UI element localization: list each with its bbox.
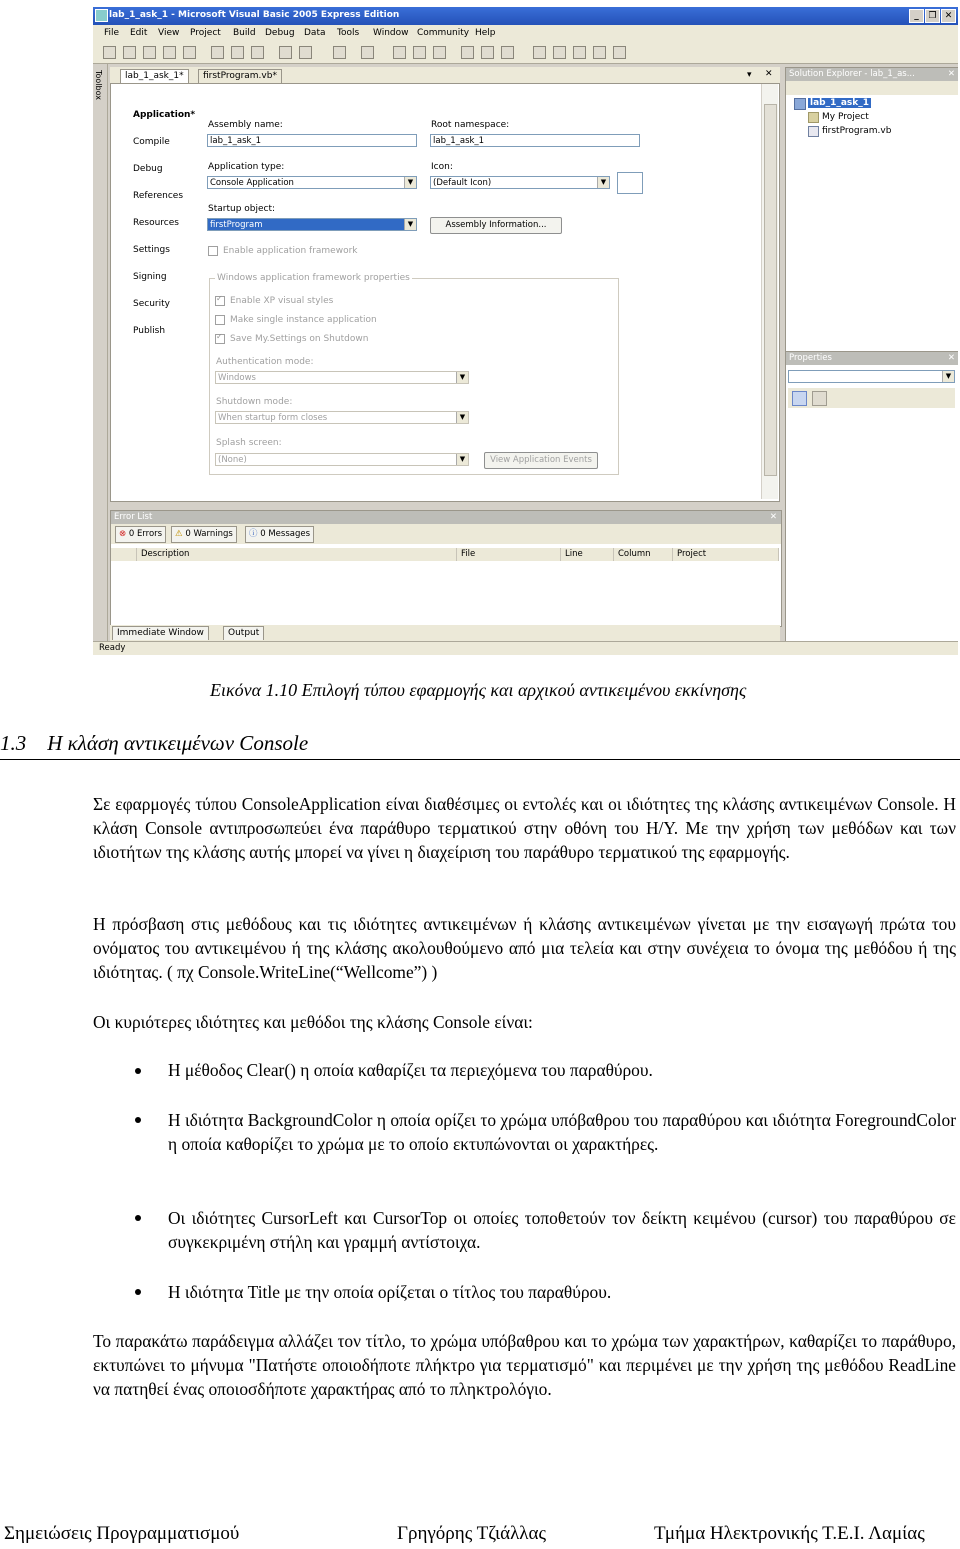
assembly-information-button[interactable]: Assembly Information...: [430, 217, 562, 234]
menu-debug[interactable]: Debug: [265, 28, 295, 38]
error-list-title: Error List: [114, 512, 153, 522]
bullet-dot: [135, 1215, 141, 1221]
tab-firstprogram[interactable]: firstProgram.vb*: [198, 69, 282, 83]
vb-file-icon: [808, 126, 819, 137]
window-title: lab_1_ask_1 - Microsoft Visual Basic 2005 Express Edition: [109, 10, 400, 20]
bullet-dot: [135, 1289, 141, 1295]
tab-output[interactable]: Output: [223, 626, 264, 640]
uncomment-icon[interactable]: [299, 46, 312, 59]
list-item: Οι ιδιότητες CursorLeft και CursorTop οι οποίες τοποθετούν τον δείκτη κειμένου (cursor) του παραθύρου σε συγκεκριμένη στήλη και γραμμή αντίστοιχα.: [168, 1208, 956, 1252]
vertical-scrollbar[interactable]: [761, 84, 778, 499]
menu-build[interactable]: Build: [233, 28, 256, 38]
ide-screenshot: [93, 7, 958, 655]
toolbox-strip[interactable]: [93, 64, 108, 654]
chevron-down-icon[interactable]: ▼: [456, 454, 468, 465]
sidetab-settings[interactable]: Settings: [133, 245, 170, 255]
error-list-title-bar: [111, 511, 781, 524]
section-heading: 1.3 Η κλάση αντικειμένων Console: [0, 731, 309, 755]
pause-icon[interactable]: [413, 46, 426, 59]
single-instance-label: Make single instance application: [230, 315, 377, 325]
sidetab-publish[interactable]: Publish: [133, 326, 166, 336]
status-bar: [93, 641, 958, 655]
column-header-description[interactable]: Description: [137, 548, 457, 561]
solution-explorer-toolbar: [786, 81, 958, 95]
splash-screen-value: (None): [218, 455, 247, 465]
messages-filter-button[interactable]: [245, 526, 314, 543]
window-titlebar: [93, 7, 958, 25]
bullet-dot: [135, 1068, 141, 1074]
splash-screen-select[interactable]: [215, 453, 469, 466]
properties-object-select[interactable]: [788, 370, 955, 383]
shutdown-mode-label: Shutdown mode:: [216, 397, 293, 407]
warnings-count: 0 Warnings: [185, 529, 233, 539]
icon-label: Icon:: [431, 162, 453, 172]
project-icon: [794, 98, 806, 110]
new-project-icon[interactable]: [103, 46, 116, 59]
start-debug-icon[interactable]: [393, 46, 406, 59]
redo-icon[interactable]: [361, 46, 374, 59]
step-over-icon[interactable]: [481, 46, 494, 59]
sidetab-debug[interactable]: Debug: [133, 164, 163, 174]
step-out-icon[interactable]: [501, 46, 514, 59]
startup-object-value: firstProgram: [210, 220, 263, 230]
solution-explorer: [785, 67, 958, 352]
chevron-down-icon[interactable]: ▼: [404, 219, 416, 230]
splash-screen-label: Splash screen:: [216, 438, 282, 448]
menu-tools[interactable]: Tools: [337, 28, 360, 38]
menu-window[interactable]: Window: [373, 28, 409, 38]
step-into-icon[interactable]: [461, 46, 474, 59]
paragraph-example: Το παρακάτω παράδειγμα αλλάζει τον τίτλο, το χρώμα υπόβαθρου και το χρώμα των χαρακτήρων, καθαρίζει το παράθυρο, εκτυπώνει το μήνυμα "Πατήστε οποιοδήποτε πλήκτρο για τερματισμό" και περιμένει με την χρήση της μεθόδου ReadLine να πατηθεί ένας οποιοσδήποτε χαρακτήρας από το πληκτρολόγιο.: [93, 1331, 956, 1399]
authentication-mode-value: Windows: [218, 373, 256, 383]
panel-close-icon[interactable]: ✕: [947, 353, 955, 363]
startup-object-label: Startup object:: [208, 204, 276, 214]
categorized-icon[interactable]: [792, 391, 807, 406]
menu-project[interactable]: Project: [190, 28, 221, 38]
single-instance-checkbox[interactable]: [215, 315, 225, 325]
menu-bar: [93, 25, 958, 41]
stop-icon[interactable]: [433, 46, 446, 59]
properties-panel: [785, 351, 958, 655]
icon-select-value: (Default Icon): [433, 178, 492, 188]
menu-help[interactable]: Help: [475, 28, 496, 38]
sidetab-compile[interactable]: Compile: [133, 137, 170, 147]
solution-item-project[interactable]: lab_1_ask_1: [810, 98, 870, 108]
icon-preview: [617, 172, 643, 194]
chevron-down-icon[interactable]: ▼: [456, 412, 468, 423]
sidetab-security[interactable]: Security: [133, 299, 170, 309]
footer-center: Γρηγόρης Τζιάλλας: [397, 1523, 546, 1544]
chevron-down-icon[interactable]: ▼: [404, 177, 416, 188]
application-type-select[interactable]: [207, 176, 417, 189]
icon-select[interactable]: [430, 176, 610, 189]
properties-icon[interactable]: [573, 46, 586, 59]
chevron-down-icon[interactable]: ▼: [942, 371, 954, 382]
solution-explorer-title: Solution Explorer - lab_1_as...: [789, 69, 915, 79]
paragraph-intro: Σε εφαρμογές τύπου ConsoleApplication είναι διαθέσιμες οι εντολές και οι ιδιότητες της κλάσης αντικειμένων Console. Η κλάση Console αντιπροσωπεύει ένα παράθυρο τερματικού στην οθόνη του Η/Υ. Με την χρήση των μεθόδων και των ιδιοτήτων της κλάσης αυτής μπορεί να γίνει η διαχείριση του παράθυρο τερματικού της εφαρμογής.: [93, 794, 956, 862]
enable-framework-checkbox[interactable]: [208, 246, 218, 256]
status-text: Ready: [99, 643, 126, 653]
figure-caption: Εικόνα 1.10 Επιλογή τύπου εφαρμογής και αρχικού αντικειμένου εκκίνησης: [210, 680, 747, 700]
list-item: Η μέθοδος Clear() η οποία καθαρίζει τα περιεχόμενα του παραθύρου.: [168, 1060, 653, 1080]
menu-edit[interactable]: Edit: [130, 28, 148, 38]
chevron-down-icon[interactable]: ▼: [597, 177, 609, 188]
solution-explorer-icon[interactable]: [553, 46, 566, 59]
authentication-mode-select[interactable]: [215, 371, 469, 384]
panel-close-icon[interactable]: ✕: [769, 512, 777, 522]
heading-rule: [0, 759, 960, 760]
document-tabs: [110, 67, 780, 83]
errors-filter-button[interactable]: [115, 526, 166, 543]
shutdown-mode-value: When startup form closes: [218, 413, 328, 423]
minimize-icon[interactable]: _: [909, 9, 924, 23]
project-properties-pane: [110, 83, 780, 502]
authentication-mode-label: Authentication mode:: [216, 357, 314, 367]
tab-immediate-window[interactable]: Immediate Window: [112, 626, 209, 640]
save-icon[interactable]: [163, 46, 176, 59]
enable-framework-label: Enable application framework: [223, 246, 358, 256]
startup-object-select[interactable]: [207, 218, 417, 231]
warning-icon: ⚠: [175, 529, 183, 539]
close-icon[interactable]: ✕: [941, 9, 956, 23]
messages-count: 0 Messages: [260, 529, 311, 539]
error-icon: ⊗: [119, 529, 127, 539]
list-item: Η ιδιότητα Title με την οποία ορίζεται ο τίτλος του παραθύρου.: [168, 1282, 612, 1302]
xp-styles-checkbox[interactable]: [215, 296, 225, 306]
menu-view[interactable]: View: [158, 28, 180, 38]
solution-explorer-title-bar: [786, 68, 958, 81]
shutdown-mode-select[interactable]: [215, 411, 469, 424]
application-type-value: Console Application: [210, 178, 294, 188]
list-item: Η ιδιότητα BackgroundColor η οποία ορίζει το χρώμα υπόβαθρου του παραθύρου και ιδιότητα ForegroundColor η οποία καθορίζει το χρώμα με το οποίο εκτυπώνονται οι χαρακτήρες.: [168, 1110, 956, 1154]
menu-community[interactable]: Community: [417, 28, 470, 38]
errors-count: 0 Errors: [128, 529, 163, 539]
tab-close-icon[interactable]: ✕: [765, 69, 773, 79]
sidetab-references[interactable]: References: [133, 191, 184, 201]
sidetab-signing[interactable]: Signing: [133, 272, 167, 282]
undo-icon[interactable]: [333, 46, 346, 59]
error-list-panel: [110, 510, 782, 627]
properties-toolbar: [788, 388, 955, 408]
add-item-icon[interactable]: [123, 46, 136, 59]
open-file-icon[interactable]: [143, 46, 156, 59]
footer-left: Σημειώσεις Προγραμματισμού: [4, 1523, 240, 1544]
assembly-name-input[interactable]: lab_1_ask_1: [207, 134, 417, 147]
info-icon: ⓘ: [249, 529, 258, 539]
save-all-icon[interactable]: [183, 46, 196, 59]
root-namespace-input[interactable]: lab_1_ask_1: [430, 134, 640, 147]
column-header-column[interactable]: Column: [614, 548, 673, 561]
column-header-blank[interactable]: [111, 548, 137, 561]
panel-close-icon[interactable]: ✕: [947, 69, 955, 79]
xp-styles-label: Enable XP visual styles: [230, 296, 334, 306]
paragraph-list-intro: Οι κυριότερες ιδιότητες και μεθόδοι της κλάσης Console είναι:: [93, 1012, 533, 1032]
footer-right: Τμήμα Ηλεκτρονικής Τ.Ε.Ι. Λαμίας: [654, 1523, 925, 1544]
comment-icon[interactable]: [279, 46, 292, 59]
scrollbar-thumb[interactable]: [764, 104, 777, 476]
bottom-tool-tabs: [110, 625, 780, 641]
chevron-down-icon[interactable]: ▼: [456, 372, 468, 383]
restore-icon[interactable]: ❐: [925, 9, 940, 23]
application-type-label: Application type:: [208, 162, 285, 172]
paste-icon[interactable]: [251, 46, 264, 59]
root-namespace-label: Root namespace:: [431, 120, 510, 130]
alphabetical-icon[interactable]: [812, 391, 827, 406]
cut-icon[interactable]: [211, 46, 224, 59]
tab-project-properties[interactable]: lab_1_ask_1*: [120, 69, 189, 83]
properties-title: Properties: [789, 353, 832, 363]
framework-group-title: Windows application framework properties: [217, 273, 410, 283]
sidetab-application[interactable]: Application*: [133, 110, 196, 120]
object-browser-icon[interactable]: [593, 46, 606, 59]
standard-toolbar: [93, 41, 958, 64]
warnings-filter-button[interactable]: [171, 526, 237, 543]
save-settings-checkbox[interactable]: [215, 334, 225, 344]
sidetab-resources[interactable]: Resources: [133, 218, 179, 228]
view-application-events-button[interactable]: View Application Events: [484, 452, 598, 469]
column-header-project[interactable]: Project: [673, 548, 779, 561]
menu-file[interactable]: File: [104, 28, 120, 38]
bullet-dot: [135, 1117, 141, 1123]
toolbox-label: Toolbox: [94, 70, 103, 100]
assembly-name-label: Assembly name:: [208, 120, 283, 130]
vb-app-icon: [95, 9, 108, 22]
solution-item-firstprogram[interactable]: firstProgram.vb: [822, 126, 892, 136]
menu-data[interactable]: Data: [304, 28, 326, 38]
solution-item-my-project[interactable]: My Project: [822, 112, 869, 122]
tab-dropdown-icon[interactable]: ▾: [747, 70, 752, 80]
column-header-file[interactable]: File: [457, 548, 561, 561]
find-icon[interactable]: [533, 46, 546, 59]
copy-icon[interactable]: [231, 46, 244, 59]
properties-title-bar: [786, 352, 958, 365]
save-settings-label: Save My.Settings on Shutdown: [230, 334, 369, 344]
toolbox-icon[interactable]: [613, 46, 626, 59]
my-project-icon: [808, 112, 819, 123]
paragraph-access: Η πρόσβαση στις μεθόδους και τις ιδιότητες αντικειμένων ή κλάσης αντικειμένων γίνεται με την εισαγωγή πρώτα του ονόματος του αντικειμένου ή της κλάσης ακολουθούμενο από μια τελεία και στην συνέχεια το όνομα της μεθόδου ή της ιδιότητας. ( πχ Console.WriteLine(“Wellcome”) ): [93, 914, 956, 982]
column-header-line[interactable]: Line: [561, 548, 614, 561]
